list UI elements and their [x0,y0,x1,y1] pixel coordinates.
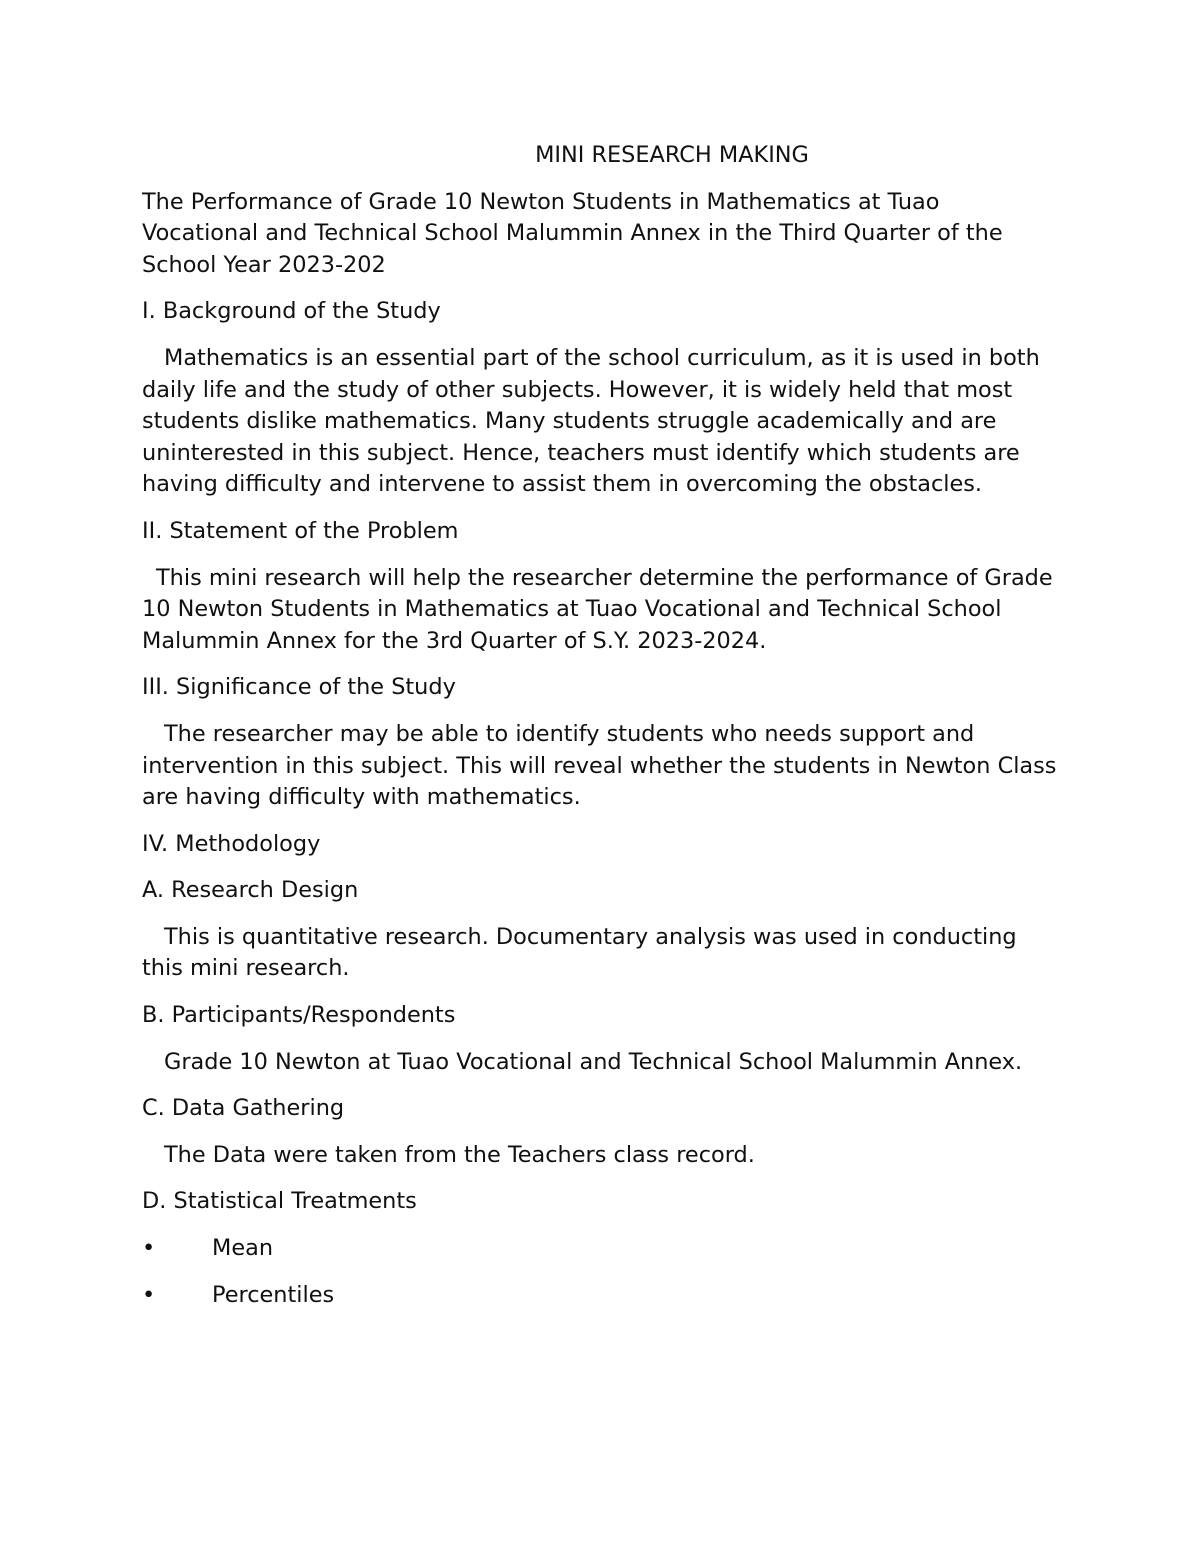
background-body: Mathematics is an essential part of the school curriculum, as it is used in both daily life and the study of other subjects. However, it is widely held that most students dislike mathematics. Many students struggle academically and are uninterested in this subject. Hence, teachers must identify which students are having difficulty and intervene to assist them in overcoming the obstacles. [142,344,1040,498]
bullet-icon: • [142,1235,156,1262]
list-item [142,1280,1062,1312]
data-gathering-body: The Data were taken from the Teachers class record. [164,1141,755,1168]
significance-heading: III. Significance of the Study [142,674,456,701]
methodology-heading: IV. Methodology [142,830,321,857]
problem-heading: II. Statement of the Problem [142,517,459,544]
research-design-body: This is quantitative research. Documentary analysis was used in conducting this mini research. [142,923,1017,982]
list-item-label: Percentiles [212,1281,335,1308]
participants-heading: B. Participants/Respondents [142,1002,456,1029]
statistical-treatments-heading: D. Statistical Treatments [142,1188,417,1215]
document-title: MINI RESEARCH MAKING [535,142,809,168]
research-design-heading: A. Research Design [142,877,359,904]
significance-body: The researcher may be able to identify students who needs support and intervention in this subject. This will reveal whether the students in Newton Class are having difficulty with mathematics. [142,720,1057,811]
bullet-icon: • [142,1281,156,1308]
list-item [142,1233,1062,1265]
participants-body: Grade 10 Newton at Tuao Vocational and Technical School Malummin Annex. [164,1048,1023,1075]
list-item-label: Mean [212,1235,274,1262]
statistical-treatments-list [142,1233,1062,1311]
document-body [142,140,1062,1326]
background-heading: I. Background of the Study [142,298,441,325]
data-gathering-heading: C. Data Gathering [142,1095,345,1122]
research-title: The Performance of Grade 10 Newton Students in Mathematics at Tuao Vocational and Technical School Malummin Annex in the Third Quarter of the School Year 2023-202 [142,188,1003,278]
problem-body: This mini research will help the researcher determine the performance of Grade 10 Newton Students in Mathematics at Tuao Vocational and Technical School Malummin Annex for the 3rd Quarter of S.Y. 2023-2024. [142,564,1053,654]
